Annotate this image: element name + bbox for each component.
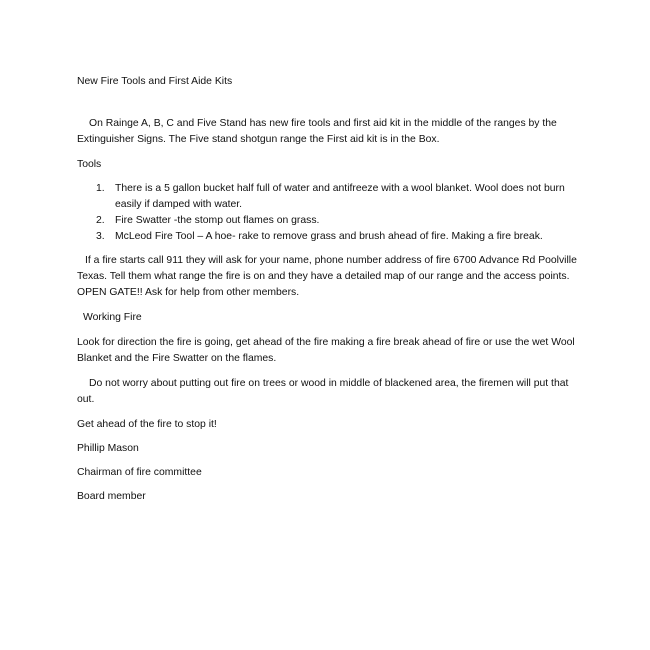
signature-name: Phillip Mason: [77, 443, 139, 454]
signature-role: Board member: [77, 491, 146, 502]
list-item-number: 2.: [96, 215, 105, 226]
list-item: [77, 213, 577, 229]
tools-list: [77, 181, 577, 245]
do-not-worry-paragraph: Do not worry about putting out fire on trees or wood in middle of blackened area, the firemen will put that out.: [77, 378, 569, 405]
list-item-text: McLeod Fire Tool – A hoe- rake to remove grass and brush ahead of fire. Making a fire break.: [115, 231, 543, 242]
list-item-text: Fire Swatter -the stomp out flames on grass.: [115, 215, 320, 226]
document-title: New Fire Tools and First Aide Kits: [77, 76, 233, 87]
working-fire-heading: Working Fire: [83, 312, 142, 323]
tools-heading: Tools: [77, 159, 102, 170]
list-item-number: 1.: [96, 183, 105, 194]
document-page: [77, 74, 577, 505]
working-fire-paragraph: Look for direction the fire is going, get ahead of the fire making a fire break ahead of fire or use the wet Wool Blanket and the Fire Swatter on the flames.: [77, 337, 575, 364]
list-item-text: There is a 5 gallon bucket half full of water and antifreeze with a wool blanket. Wool does not burn easily if damped with water.: [115, 183, 565, 210]
list-item: [77, 181, 577, 213]
call-911-paragraph: If a fire starts call 911 they will ask for your name, phone number address of fire 6700 Advance Rd Poolville Texas. Tell them what range the fire is on and they have a detailed map of our range and the access points. OPEN GATE!! Ask for help from other members.: [77, 255, 577, 298]
list-item-number: 3.: [96, 231, 105, 242]
intro-paragraph: On Rainge A, B, C and Five Stand has new fire tools and first aid kit in the middle of the ranges by the Extinguisher Signs. The Five stand shotgun range the First aid kit is in the Box.: [77, 118, 557, 145]
get-ahead-line: Get ahead of the fire to stop it!: [77, 419, 217, 430]
list-item: [77, 229, 577, 245]
signature-title: Chairman of fire committee: [77, 467, 202, 478]
